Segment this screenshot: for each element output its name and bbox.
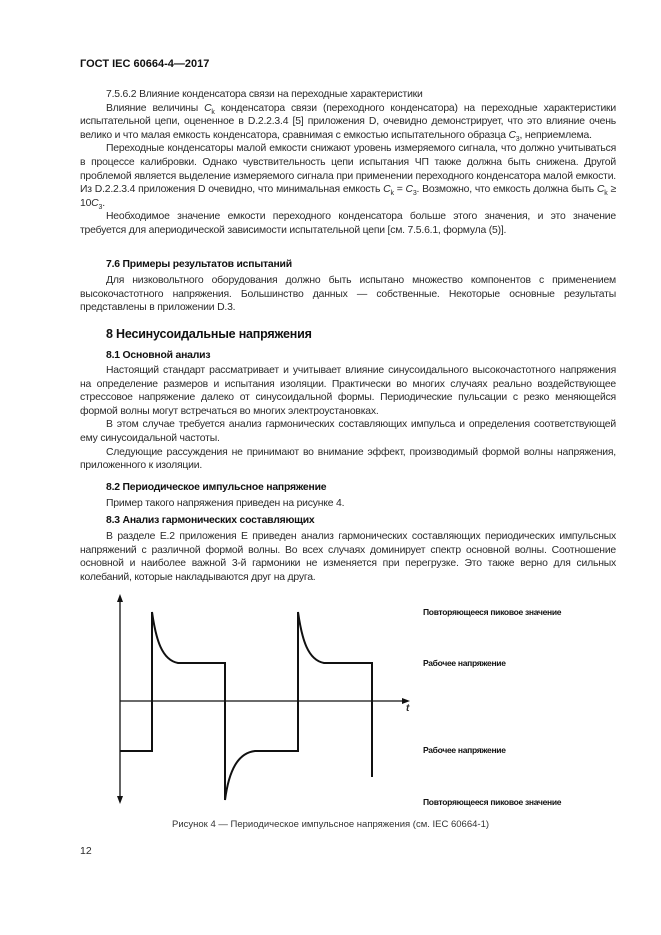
figure-caption: Рисунок 4 — Периодическое импульсное напряжения (см. IEC 60664-1) [171, 819, 490, 830]
section-7-5-6-2-title: 7.5.6.2 Влияние конденсатора связи на переходные характеристики [106, 89, 423, 100]
section-8-1 [80, 349, 616, 363]
section-7-6-body [80, 274, 616, 315]
label-peak-negative: Повторяющееся пиковое значение [423, 797, 562, 807]
section-8 [80, 327, 616, 342]
page-number: 12 [80, 845, 92, 857]
label-peak-positive: Повторяющееся пиковое значение [423, 607, 562, 617]
section-8-2-title: 8.2 Периодическое импульсное напряжение [106, 482, 327, 493]
section-8-1-body [80, 364, 616, 473]
section-7-5-6-2 [80, 88, 616, 238]
label-working-positive: Рабочее напряжение [423, 658, 506, 668]
paragraph: Настоящий стандарт рассматривает и учитывает влияние синусоидального высокочастотного напряжения на определение размеров и испытания изоляции. Практически во многих случаях реально воздействующее стрессовое напряжение далеко от синусоидальной формы. Периодические пульсации с резко меняющейся формой волны могут встречаться во многих электроустановках. [80, 365, 616, 417]
figure-4 [0, 590, 661, 820]
paragraph: Необходимое значение емкости переходного конденсатора больше этого значения, и это значение требуется для апериодической зависимости испытательной цепи [см. 7.5.6.1, формула (5)]. [80, 211, 616, 236]
section-8-title: 8 Несинусоидальные напряжения [106, 327, 312, 341]
section-7-6-title: 7.6 Примеры результатов испытаний [106, 259, 292, 270]
section-7-6 [80, 258, 616, 272]
paragraph: Пример такого напряжения приведен на рисунке 4. [106, 498, 345, 509]
section-8-1-title: 8.1 Основной анализ [106, 350, 211, 361]
section-8-3-body [80, 530, 616, 584]
waveform [120, 612, 372, 800]
paragraph: Для низковольтного оборудования должно быть испытано множество компонентов с применением высокочастотного напряжения. Большинство данных — собственные. Некоторые основные результаты представлены в приложении D.3. [80, 275, 616, 314]
paragraph: В разделе Е.2 приложения Е приведен анализ гармонических составляющих периодических импульсных напряжений с различной формой волны. Во всех случаях доминирует спектр основной волны. Соотношение основной и наиболее важной 3-й гармоники не изменяется при перегрузке. Это также верно для сильных колебаний, которые накладываются друг на друга. [80, 531, 616, 583]
paragraph: Влияние величины $C_k$ конденсатора связи (переходного конденсатора) на переходные характеристики испытательной цепи, оцененное в D.2.2.3.4 [5] приложения D, очевидно демонстрирует, что это влияние очень велико и что малая емкость конденсатора, сравнимая с емкостью испытательного образца $C_3$, неприемлема. [80, 102, 617, 143]
paragraph: Следующие рассуждения не принимают во внимание эффект, производимый формой волны напряжения, приложенного к изоляции. [80, 446, 616, 472]
section-8-2-body [80, 497, 616, 511]
document-header: ГОСТ IEC 60664-4—2017 [80, 58, 210, 70]
section-8-3 [80, 514, 616, 528]
paragraph: Переходные конденсаторы малой емкости снижают уровень измеряемого сигнала, что должно учитываться в процессе калибровки. Однако чувствительность цепи испытания ЧП также должна быть снижена. Другой проблемой является выделение измеряемого сигнала при применении переходного конденсатора малой емкости. Из D.2.2.3.4 приложения D очевидно, что минимальная емкость $C_k = C_3$. Возможно, что емкость должна быть $C_k \ge 10C_3$. [80, 143, 616, 211]
arrow-down-icon [117, 796, 123, 804]
time-axis-label: t [406, 703, 410, 714]
paragraph: В этом случае требуется анализ гармонических составляющих импульса и определения соответствующей ему синусоидальной частоты. [80, 419, 616, 444]
arrow-up-icon [117, 594, 123, 602]
pulse-waveform-diagram [0, 590, 661, 820]
section-8-3-title: 8.3 Анализ гармонических составляющих [106, 515, 315, 526]
section-8-2 [80, 481, 616, 495]
label-working-negative: Рабочее напряжение [423, 745, 506, 755]
